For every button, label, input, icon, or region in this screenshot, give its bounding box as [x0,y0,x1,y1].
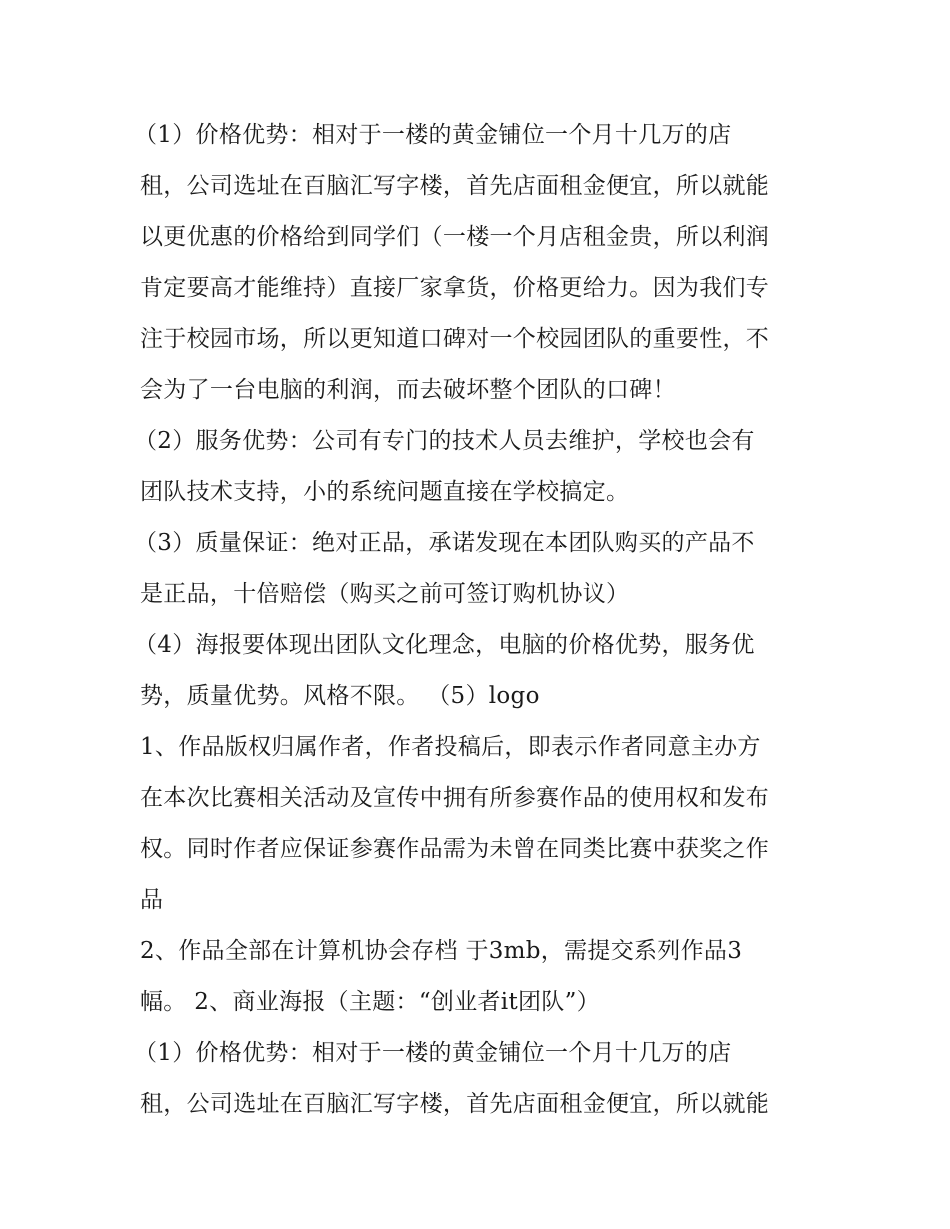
paragraph-line: 幅。 2、商业海报（主题：“创业者it团队”） [140,989,600,1015]
paragraph-line: 以更优惠的价格给到同学们（一楼一个月店租金贵，所以利润 [140,224,770,250]
paragraph-line: 会为了一台电脑的利润，而去破坏整个团队的口碑！ [140,377,676,403]
paragraph-line: 权。同时作者应保证参赛作品需为未曾在同类比赛中获奖之作 [140,836,770,862]
paragraph-line: 租，公司选址在百脑汇写字楼，首先店面租金便宜，所以就能 [140,173,770,199]
paragraph-line: （2）服务优势：公司有专门的技术人员去维护，学校也会有 [134,428,755,454]
paragraph-line: 1、作品版权归属作者，作者投稿后，即表示作者同意主办方 [140,734,761,760]
document-body [134,110,820,1130]
paragraph-line: （3）质量保证：绝对正品，承诺发现在本团队购买的产品不 [134,530,755,556]
paragraph-line: （4）海报要体现出团队文化理念，电脑的价格优势，服务优 [134,632,755,658]
paragraph-line: 品 [140,887,164,913]
paragraph-line: 租，公司选址在百脑汇写字楼，首先店面租金便宜，所以就能 [140,1091,770,1117]
paragraph-line: 注于校园市场，所以更知道口碑对一个校园团队的重要性，不 [140,326,770,352]
paragraph-line: （1）价格优势：相对于一楼的黄金铺位一个月十几万的店 [134,1040,732,1066]
paragraph-line: 是正品，十倍赔偿（购买之前可签订购机协议） [140,581,630,607]
paragraph-line: 势，质量优势。风格不限。 （5）logo [140,683,540,709]
paragraph-line: 团队技术支持，小的系统问题直接在学校搞定。 [140,479,630,505]
paragraph-line: 在本次比赛相关活动及宣传中拥有所参赛作品的使用权和发布 [140,785,770,811]
paragraph-line: （1）价格优势：相对于一楼的黄金铺位一个月十几万的店 [134,122,732,148]
paragraph-line: 2、作品全部在计算机协会存档 于3mb，需提交系列作品3 [140,938,743,964]
paragraph-line: 肯定要高才能维持）直接厂家拿货，价格更给力。因为我们专 [140,275,770,301]
